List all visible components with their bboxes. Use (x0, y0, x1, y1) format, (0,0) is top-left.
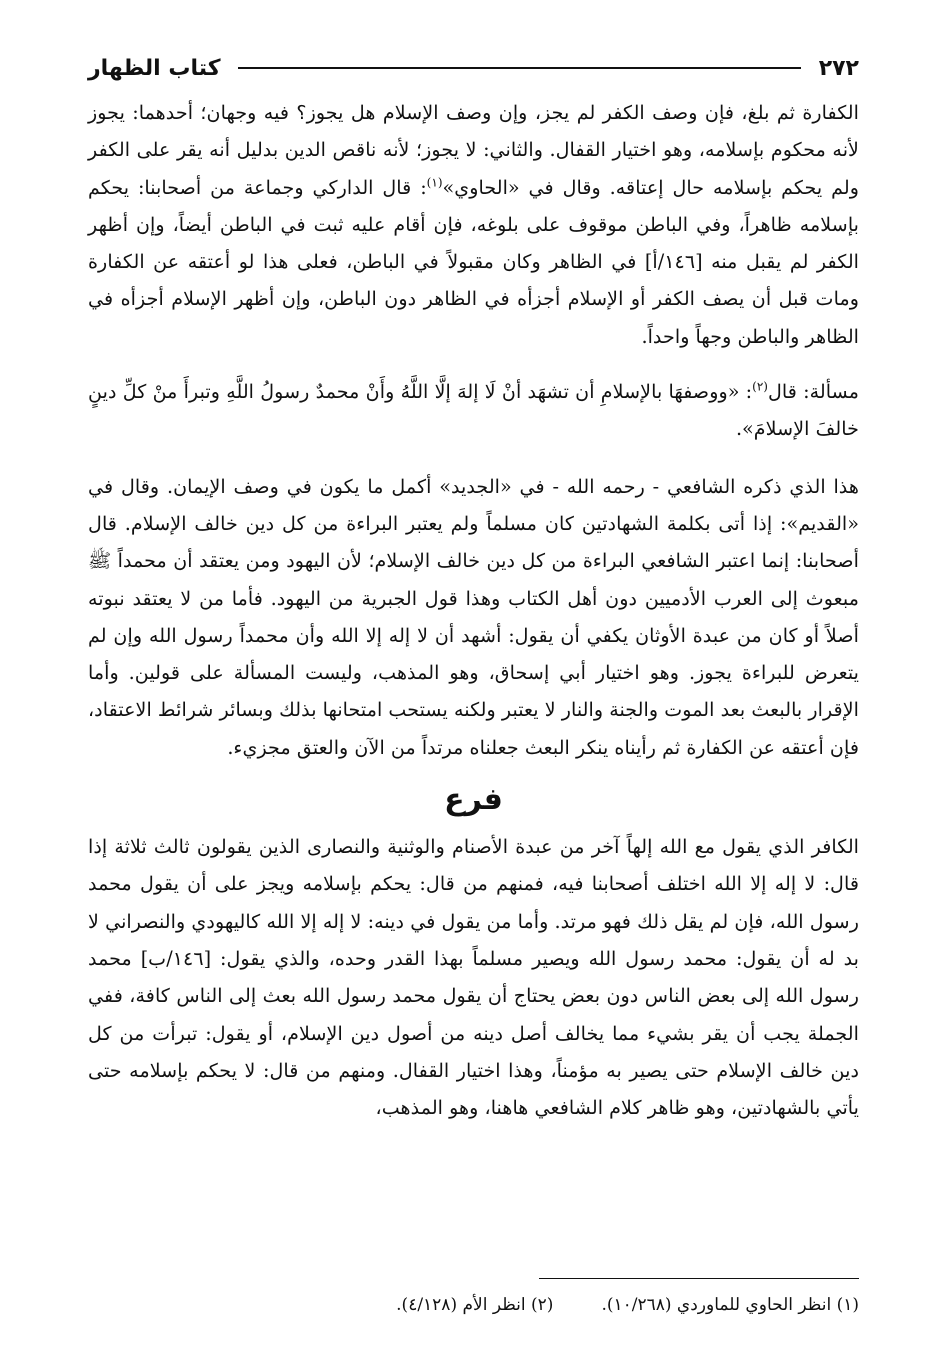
footnote-2: (٢) انظر الأم (٤/١٢٨). (396, 1295, 554, 1315)
section-heading: فرع (444, 782, 503, 818)
footnotes (88, 1278, 859, 1315)
footnote-rule (539, 1278, 859, 1279)
footnote-1: (١) انظر الحاوي للماوردي (١٠/٢٦٨). (601, 1295, 859, 1315)
paragraph-commentary: هذا الذي ذكره الشافعي - رحمه الله - في «الجديد» أكمل ما يكون في وصف الإيمان. وقال في «القديم»: إذا أتى بكلمة الشهادتين كان مسلماً ولم يعتبر البراءة من كل دين خالف الإسلام. قال أصحابنا: إنما اعتبر الشافعي البراءة من كل دين خالف الإسلام؛ لأن اليهود ومن يعتقد أن محمداً ﷺ مبعوث إلى العرب الأدميين دون أهل الكتاب وهذا قول الجبرية من اليهود. فأما من لا يعتقد نبوته أصلاً أو كان من عبدة الأوثان يكفي أن يقول: أشهد أن لا إله إلا الله وأن محمداً رسول الله وإن لم يتعرض للبراءة يجوز. وهو اختيار أبي إسحاق، وهو المذهب، وليست المسألة على قولين. وأما الإقرار بالبعث بعد الموت والجنة والنار لا يعتبر ولكنه يستحب امتحانها بذلك وبسائر شرائط الاعتقاد، فإن أعتقه عن الكفارة ثم رأيناه ينكر البعث جعلناه مرتداً من الآن والعتق مجزيء. (87, 474, 859, 759)
footnote-ref-1: (١) (426, 175, 443, 190)
paragraph-1-text-a: الكفارة ثم بلغ، فإن وصف الكفر لم يجز، وإن وصف الإسلام هل يجوز؟ فيه وجهان؛ أحدهما: يجوز لأنه محكوم بإسلامه، وهو اختيار القفال. والثاني: لا يجوز؛ لأنه ناقص الدين بدليل أنه يقر على الكفر ولم يحكم بإسلامه حال إعتاقه. وقال في «الحاوي» (88, 101, 859, 199)
paragraph-masala-text-b: : «ووصفهَا بالإسلامِ أن تشهَد أنْ لَا إلهَ إلَّا اللَّهُ وأَنْ محمدٌ رسولُ اللَّهِ وتبرأَ منْ كلِّ دينٍ خالفَ الإسلامَ». (88, 380, 859, 441)
book-title: كتاب الظهار (88, 55, 221, 81)
paragraph-1 (88, 94, 859, 355)
header-rule (238, 67, 800, 69)
footnote-ref-2: (٢) (752, 379, 768, 394)
paragraph-masala-text-a: مسألة: قال (767, 380, 859, 404)
running-header (88, 48, 859, 88)
footnote-row (88, 1295, 859, 1315)
paragraph-far: الكافر الذي يقول مع الله إلهاً آخر من عبدة الأصنام والوثنية والنصارى الذين يقولون ثالث ثلاثة إذا قال: لا إله إلا الله اختلف أصحابنا فيه، فمنهم من قال: يحكم بإسلامه ويجز على أن يقول محمد رسول الله، فإن لم يقل ذلك فهو مرتد. وأما من يقول في دينه: لا إله إلا الله كاليهودي والنصراني لا بد له أن يقول: محمد رسول الله ويصير مسلماً بهذا القدر وحده، والذي يقول: [١٤٦/ب] محمد رسول الله إلى بعض الناس دون بعض يحتاج أن يقول محمد رسول الله بعث إلى الناس كافة، ففي الجملة يجب أن يقر بشيء مما يخالف أصل دينه من أصول دين الإسلام، أو يقول: تبرأت من كل دين خالف الإسلام حتى يصير به مؤمناً، وهذا اختيار القفال. ومنهم من قال: لا يحكم بإسلامه حتى يأتي بالشهادتين، وهو ظاهر كلام الشافعي هاهنا، وهو المذهب، (88, 835, 859, 1120)
page-number: ٢٧٢ (818, 55, 859, 81)
paragraph-masala (88, 373, 859, 448)
paragraph-1-text-b: : قال الداركي وجماعة من أصحابنا: يحكم بإسلامه ظاهراً، وفي الباطن موقوف على بلوغه، فإن أقام عليه ثبت في الباطن أيضاً، وإن أظهر الكفر لم يقبل منه [١٤٦/أ] في الظاهر وكان مقبولاً في الباطن، فعلى هذا لو أعتقه عن الكفارة ومات قبل أن يصف الكفر أو الإسلام أجزأه في الظاهر دون الباطن، وإن أظهر الإسلام أجزأه في الظاهر والباطن وجهاً واحداً. (88, 175, 859, 348)
